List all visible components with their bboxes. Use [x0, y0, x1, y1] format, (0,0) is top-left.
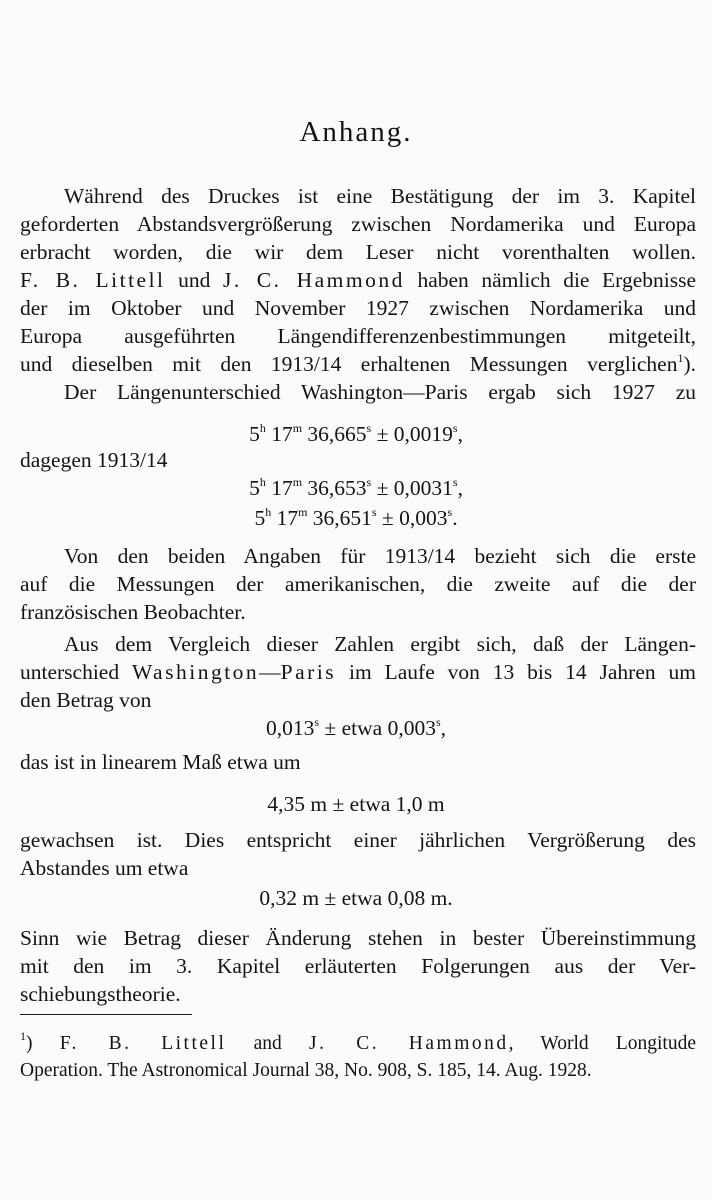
footnote-rule: [20, 1014, 192, 1015]
footnote-line-1: [20, 1030, 696, 1057]
eq-a-minutes: 17: [271, 476, 293, 500]
plus-minus: ±: [324, 716, 337, 740]
plus-minus: ±: [332, 792, 345, 816]
vergleich-line-3: den Betrag von: [20, 688, 152, 712]
intro-line-6: Europa ausgeführten Längendifferenzenbestimmungen mitgeteilt,: [20, 324, 696, 348]
equation-1913-a: [0, 474, 712, 502]
author-hammond: J. C. Hammond: [222, 268, 405, 292]
page-heading: Anhang.: [299, 116, 413, 148]
longitude-difference-line: Der Längenunterschied Washington—Paris ergab sich 1927 zu: [64, 380, 696, 404]
eq-1927-error: 0,0019: [393, 422, 453, 446]
betrag-etwa: etwa: [336, 716, 388, 740]
unit-s: s: [447, 505, 453, 519]
intro-line-7-text: und dieselben mit den 1913/14 erhaltenen Messungen verglichen: [20, 352, 678, 376]
plus-minus: ±: [324, 886, 337, 910]
unit-m: m: [292, 421, 303, 435]
place-paris: Paris: [280, 660, 337, 684]
unit-m: m: [298, 505, 308, 519]
footnote-line-1-rest: , World Longitude: [508, 1033, 697, 1054]
eq-1927-seconds: 36,665: [307, 422, 367, 446]
dagegen-line: dagegen 1913/14: [20, 448, 168, 472]
equation-betrag: [0, 714, 712, 742]
eq-a-tail: ,: [457, 476, 463, 500]
intro-line-5: der im Oktober und November 1927 zwischen Nordamerika und: [20, 296, 696, 320]
eq-b-minutes: 17: [276, 506, 299, 530]
intro-line-7-end: ).: [683, 352, 696, 376]
author-littell: F. B. Littell: [20, 268, 166, 292]
eq-a-error: 0,0031: [393, 476, 453, 500]
unit-h: h: [259, 475, 266, 489]
footnote-and: and: [226, 1033, 309, 1054]
eq-1927-minutes: 17: [271, 422, 293, 446]
unit-s: s: [371, 505, 377, 519]
jahr-value: 0,32 m: [259, 886, 325, 910]
footnote-marker: 1: [20, 1029, 26, 1043]
angaben-line-2: auf die Messungen der amerikanischen, die zweite auf die der: [20, 572, 696, 596]
unit-h: h: [259, 421, 266, 435]
plus-minus: ±: [381, 506, 394, 530]
angaben-line-3: französischen Beobachter.: [20, 600, 246, 624]
intro-line-3: erbracht worden, die wir dem Leser nicht vorenthalten wollen.: [20, 240, 696, 264]
linear-error: etwa 1,0 m: [344, 792, 445, 816]
footnote-paren: ): [26, 1033, 60, 1054]
eq-1927-tail: ,: [457, 422, 463, 446]
gewachsen-line-2: Abstandes um etwa: [20, 856, 189, 880]
equation-1927: [0, 420, 712, 448]
plus-minus: ±: [376, 422, 389, 446]
vergleich-line-2: [20, 658, 696, 686]
intro-line-1: Während des Druckes ist eine Bestätigung der im 3. Kapitel: [64, 184, 696, 208]
linear-value: 4,35 m: [267, 792, 333, 816]
unit-s: s: [314, 715, 320, 729]
eq-b-hours: 5: [254, 506, 266, 530]
conjunction-und: und: [165, 268, 223, 292]
unit-s: s: [452, 421, 458, 435]
equation-linear: [0, 790, 712, 818]
eq-1927-hours: 5: [249, 422, 260, 446]
intro-line-7: [20, 350, 696, 378]
equation-1913-b: [0, 504, 712, 532]
unit-s: s: [366, 421, 372, 435]
unit-h: h: [265, 505, 272, 519]
eq-a-seconds: 36,653: [307, 476, 367, 500]
gewachsen-line-1: gewachsen ist. Dies entspricht einer jährlichen Vergrößerung des: [20, 828, 696, 852]
footnote-line-2: Operation. The Astronomical Journal 38, No. 908, S. 185, 14. Aug. 1928.: [20, 1060, 592, 1081]
intro-line-4-rest: haben nämlich die Ergebnisse: [404, 268, 696, 292]
vergleich-line-2-start: unterschied: [20, 660, 132, 684]
betrag-value: 0,013: [266, 716, 315, 740]
unit-s: s: [435, 715, 441, 729]
eq-a-hours: 5: [249, 476, 260, 500]
eq-b-tail: .: [452, 506, 458, 530]
unit-s: s: [452, 475, 458, 489]
jahr-error: etwa 0,08 m.: [336, 886, 453, 910]
intro-line-2: geforderten Abstandsvergrößerung zwischen Nordamerika und Europa: [20, 212, 696, 236]
vergleich-line-2-rest: im Laufe von 13 bis 14 Jahren um: [336, 660, 696, 684]
sinn-line-2: mit den im 3. Kapitel erläuterten Folgerungen aus der Ver-: [20, 954, 696, 978]
place-washington: Washington: [131, 660, 260, 684]
betrag-tail: ,: [440, 716, 446, 740]
sinn-line-1: Sinn wie Betrag dieser Änderung stehen in bester Übereinstimmung: [20, 926, 696, 950]
intro-line-4: [20, 266, 696, 294]
footnote-reference: 1: [677, 351, 684, 365]
plus-minus: ±: [376, 476, 389, 500]
linear-line: das ist in linearem Maß etwa um: [20, 750, 301, 774]
unit-s: s: [366, 475, 372, 489]
betrag-error: 0,003: [387, 716, 436, 740]
footnote-author-hammond: J. C. Hammond: [309, 1033, 509, 1054]
dash: —: [259, 660, 281, 684]
eq-b-seconds: 36,651: [312, 506, 372, 530]
vergleich-line-1: Aus dem Vergleich dieser Zahlen ergibt sich, daß der Längen-: [64, 632, 696, 656]
footnote-author-littell: F. B. Littell: [59, 1033, 227, 1054]
sinn-line-3: schiebungstheorie.: [20, 982, 181, 1006]
angaben-line-1: Von den beiden Angaben für 1913/14 bezieht sich die erste: [64, 544, 696, 568]
eq-b-error: 0,003: [399, 506, 448, 530]
unit-m: m: [292, 475, 303, 489]
equation-jaehrlich: [0, 884, 712, 912]
